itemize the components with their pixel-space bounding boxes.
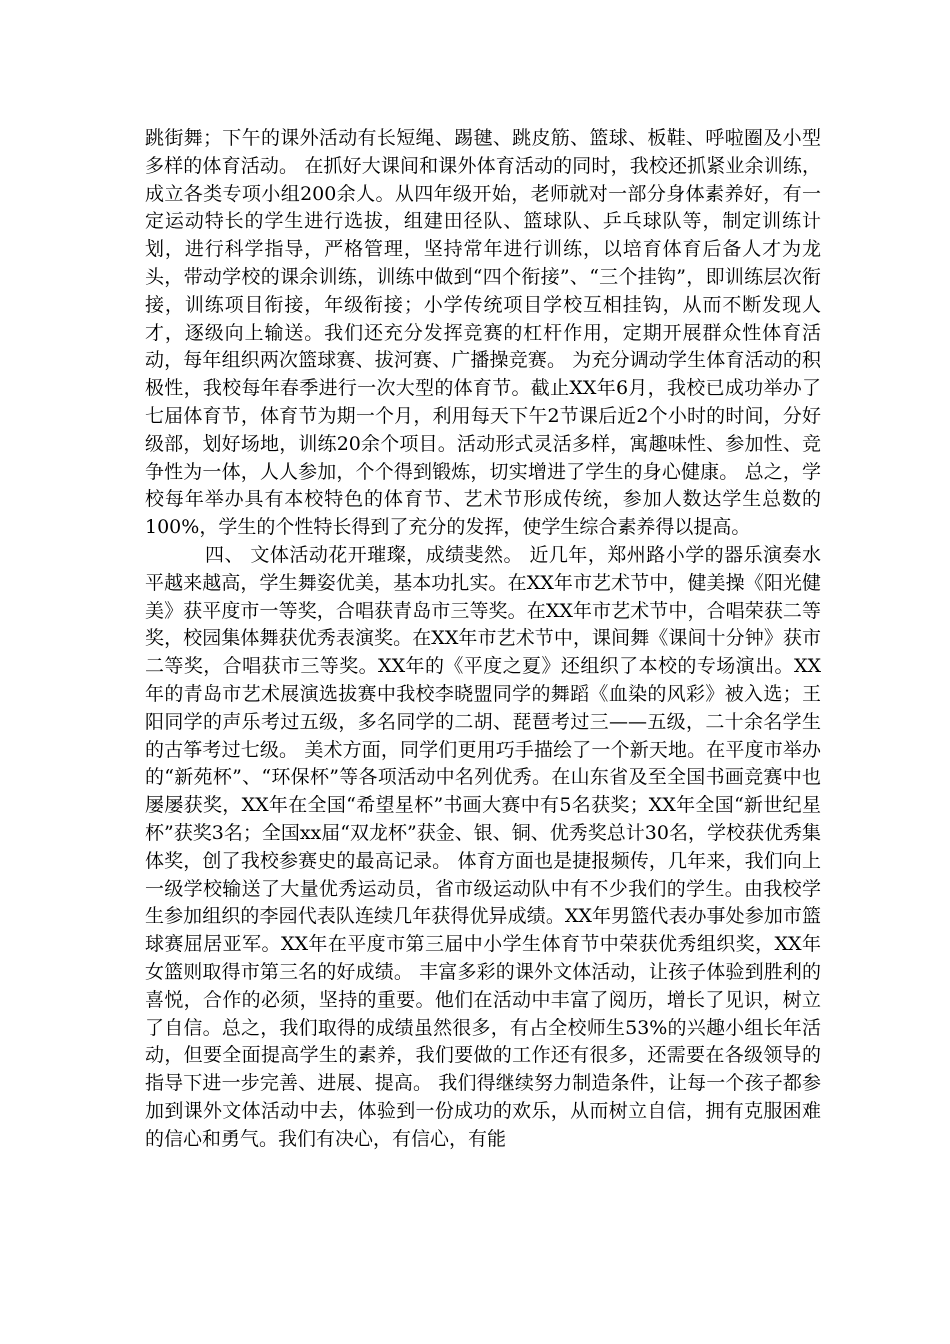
paragraph-arts-achievements: 四、 文体活动花开璀璨，成绩斐然。 近几年，郑州路小学的器乐演奏水平越来越高，学生舞姿优美，基本功扎实。在XX年市艺术节中，健美操《阳光健美》获平度市一等奖，合唱获青岛市三等奖。在XX年市艺术节中，合唱荣获二等奖，校园集体舞获优秀表演奖。在XX年市艺术节中，课间舞《课间十分钟》获市二等奖，合唱获市三等奖。XX年的《平度之夏》还组织了本校的专场演出。XX年的青岛市艺术展演选拔赛中我校李晓盟同学的舞蹈《血染的风彩》被入选；王阳同学的声乐考过五级，多名同学的二胡、琵琶考过三——五级，二十余名学生的古筝考过七级。 美术方面，同学们更用巧手描绘了一个新天地。在平度市举办的“新苑杯”、“环保杯”等各项活动中名列优秀。在山东省及至全国书画竞赛中也屡屡获奖，XX年在全国“希望星杯”书画大赛中有5名获奖；XX年全国“新世纪星杯”获奖3名；全国xx届“双龙杯”获金、银、铜、优秀奖总计30名，学校获优秀集体奖，创了我校参赛史的最高记录。 体育方面也是捷报频传，几年来，我们向上一级学校输送了大量优秀运动员，省市级运动队中有不少我们的学生。由我校学生参加组织的李园代表队连续几年获得优异成绩。XX年男篮代表办事处参加市篮球赛屈居亚军。XX年在平度市第三届中小学生体育节中荣获优秀组织奖，XX年女篮则取得市第三名的好成绩。 丰富多彩的课外文体活动，让孩子体验到胜利的喜悦，合作的必须，坚持的重要。他们在活动中丰富了阅历，增长了见识，树立了自信。总之，我们取得的成绩虽然很多，有占全校师生53%的兴趣小组长年活动，但要全面提高学生的素养，我们要做的工作还有很多，还需要在各级领导的指导下进一步完善、进展、提高。 我们得继续努力制造条件，让每一个孩子都参加到课外文体活动中去，体验到一份成功的欢乐，从而树立自信，拥有克服困难的信心和勇气。我们有决心，有信心，有能 xyxy=(145,543,821,1150)
document-body xyxy=(145,125,821,1153)
paragraph-sports-training: 跳街舞；下午的课外活动有长短绳、踢毽、跳皮筋、篮球、板鞋、呼啦圈及小型多样的体育活动。 在抓好大课间和课外体育活动的同时，我校还抓紧业余训练，成立各类专项小组200余人。从四年级开始，老师就对一部分身体素养好，有一定运动特长的学生进行选拔，组建田径队、篮球队、乒乓球队等，制定训练计划，进行科学指导，严格管理，坚持常年进行训练，以培育体育后备人才为龙头，带动学校的课余训练，训练中做到“四个衔接”、“三个挂钩”，即训练层次衔接，训练项目衔接，年级衔接；小学传统项目学校互相挂钩，从而不断发现人才，逐级向上输送。我们还充分发挥竞赛的杠杆作用，定期开展群众性体育活动，每年组织两次篮球赛、拔河赛、广播操竞赛。 为充分调动学生体育活动的积极性，我校每年春季进行一次大型的体育节。截止XX年6月，我校已成功举办了七届体育节，体育节为期一个月，利用每天下午2节课后近2个小时的时间，分好级部，划好场地，训练20余个项目。活动形式灵活多样，寓趣味性、参加性、竞争性为一体，人人参加，个个得到锻炼，切实增进了学生的身心健康。 总之，学校每年举办具有本校特色的体育节、艺术节形成传统，参加人数达学生总数的100%，学生的个性特长得到了充分的发挥，使学生综合素养得以提高。 xyxy=(145,127,821,539)
